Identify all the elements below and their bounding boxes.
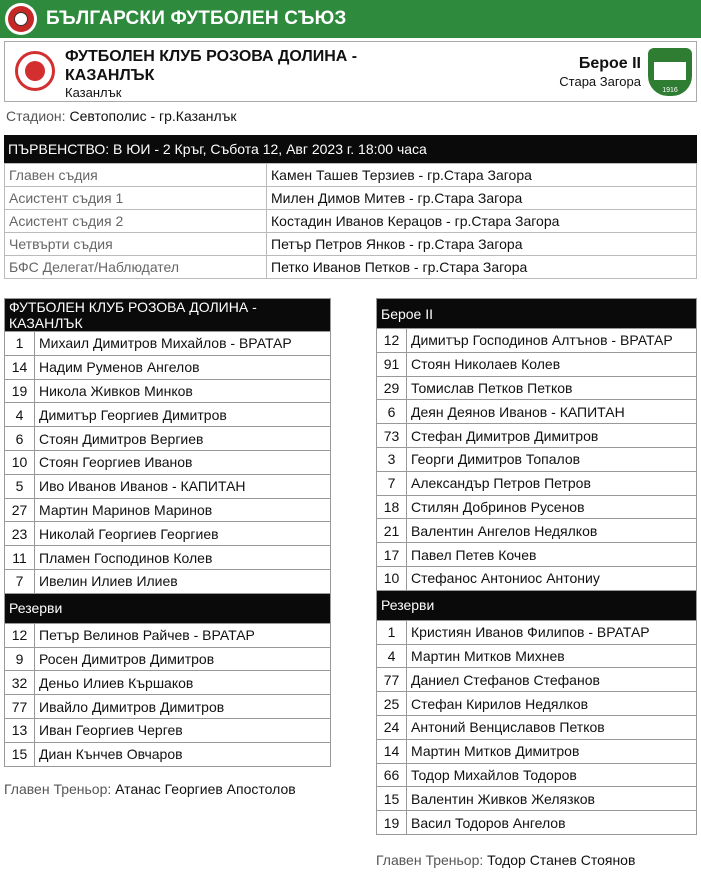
player-name[interactable]: Мартин Маринов Маринов xyxy=(35,498,331,522)
referee-row xyxy=(5,210,697,233)
stadium-value: Севтополис - гр.Казанлък xyxy=(69,108,237,124)
player-name[interactable]: Димитър Господинов Алтънов - ВРАТАР xyxy=(407,329,697,353)
referee-role: Четвърти съдия xyxy=(5,233,267,256)
match-header xyxy=(4,41,697,102)
player-name[interactable]: Тодор Михайлов Тодоров xyxy=(407,763,697,787)
player-number: 19 xyxy=(377,811,407,835)
stadium-info xyxy=(6,108,237,124)
reserve-row xyxy=(377,787,697,811)
player-name[interactable]: Даниел Стефанов Стефанов xyxy=(407,668,697,692)
player-number: 5 xyxy=(5,474,35,498)
player-name[interactable]: Диан Кънчев Овчаров xyxy=(35,742,331,766)
reserve-row xyxy=(377,811,697,835)
player-row xyxy=(377,471,697,495)
player-name[interactable]: Стилян Добринов Русенов xyxy=(407,495,697,519)
player-name[interactable]: Иван Георгиев Чергев xyxy=(35,718,331,742)
player-name[interactable]: Иво Иванов Иванов - КАПИТАН xyxy=(35,474,331,498)
player-name[interactable]: Александър Петров Петров xyxy=(407,471,697,495)
player-number: 19 xyxy=(5,379,35,403)
reserve-row xyxy=(5,742,331,766)
player-number: 7 xyxy=(377,471,407,495)
player-name[interactable]: Ивелин Илиев Илиев xyxy=(35,569,331,593)
player-name[interactable]: Росен Димитров Димитров xyxy=(35,647,331,671)
away-logo-year: 1916 xyxy=(662,87,678,94)
away-coach-name: Тодор Станев Стоянов xyxy=(487,852,636,868)
away-coach-label: Главен Треньор: xyxy=(376,852,484,868)
player-row xyxy=(5,332,331,356)
player-number: 32 xyxy=(5,671,35,695)
player-row xyxy=(377,519,697,543)
federation-title: БЪЛГАРСКИ ФУТБОЛЕН СЪЮЗ xyxy=(46,8,347,29)
player-name[interactable]: Михаил Димитров Михайлов - ВРАТАР xyxy=(35,332,331,356)
player-row xyxy=(5,450,331,474)
referee-name: Петър Петров Янков - гр.Стара Загора xyxy=(267,233,697,256)
home-lineup-table xyxy=(4,298,331,767)
player-row xyxy=(377,424,697,448)
player-row xyxy=(5,355,331,379)
player-number: 91 xyxy=(377,352,407,376)
player-row xyxy=(377,543,697,567)
player-name[interactable]: Стоян Николаев Колев xyxy=(407,352,697,376)
player-number: 12 xyxy=(5,623,35,647)
referee-name: Петко Иванов Петков - гр.Стара Загора xyxy=(267,256,697,279)
player-name[interactable]: Пламен Господинов Колев xyxy=(35,546,331,570)
player-number: 7 xyxy=(5,569,35,593)
home-coach xyxy=(4,781,296,797)
player-number: 25 xyxy=(377,692,407,716)
reserve-row xyxy=(377,692,697,716)
player-number: 6 xyxy=(5,427,35,451)
reserve-row xyxy=(377,739,697,763)
player-number: 15 xyxy=(377,787,407,811)
home-club-logo-icon xyxy=(15,51,55,91)
reserve-row xyxy=(377,668,697,692)
player-row xyxy=(377,329,697,353)
player-name[interactable]: Петър Велинов Райчев - ВРАТАР xyxy=(35,623,331,647)
reserve-row xyxy=(377,763,697,787)
player-name[interactable]: Валентин Ангелов Недялков xyxy=(407,519,697,543)
home-team-title: ФУТБОЛЕН КЛУБ РОЗОВА ДОЛИНА - КАЗАНЛЪК xyxy=(5,299,331,332)
bfs-logo-icon xyxy=(5,3,37,35)
referee-name: Милен Димов Митев - гр.Стара Загора xyxy=(267,187,697,210)
player-name[interactable]: Стефанос Антониос Антониу xyxy=(407,566,697,590)
referee-role: Асистент съдия 1 xyxy=(5,187,267,210)
player-row xyxy=(5,403,331,427)
player-number: 10 xyxy=(377,566,407,590)
player-row xyxy=(377,447,697,471)
player-number: 29 xyxy=(377,376,407,400)
player-row xyxy=(5,427,331,451)
player-name[interactable]: Мартин Митков Михнев xyxy=(407,644,697,668)
referee-name: Камен Ташев Терзиев - гр.Стара Загора xyxy=(267,164,697,187)
player-number: 1 xyxy=(377,620,407,644)
player-row xyxy=(5,546,331,570)
player-row xyxy=(5,379,331,403)
player-number: 11 xyxy=(5,546,35,570)
player-name[interactable]: Мартин Митков Димитров xyxy=(407,739,697,763)
away-team-title: Берое II xyxy=(377,299,697,329)
player-row xyxy=(377,400,697,424)
player-row xyxy=(5,569,331,593)
player-name[interactable]: Надим Руменов Ангелов xyxy=(35,355,331,379)
away-reserves-title: Резерви xyxy=(377,590,697,620)
player-row xyxy=(5,522,331,546)
player-number: 77 xyxy=(377,668,407,692)
reserve-row xyxy=(5,671,331,695)
player-name[interactable]: Павел Петев Кочев xyxy=(407,543,697,567)
away-reserves-header-row xyxy=(377,590,697,620)
referee-role: Главен съдия xyxy=(5,164,267,187)
player-name[interactable]: Васил Тодоров Ангелов xyxy=(407,811,697,835)
player-name[interactable]: Стефан Кирилов Недялков xyxy=(407,692,697,716)
home-coach-name: Атанас Георгиев Апостолов xyxy=(115,781,296,797)
player-name[interactable]: Томислав Петков Петков xyxy=(407,376,697,400)
player-number: 4 xyxy=(377,644,407,668)
player-row xyxy=(5,498,331,522)
home-team-header-row xyxy=(5,299,331,332)
away-team-header-row xyxy=(377,299,697,329)
referee-row xyxy=(5,233,697,256)
player-name[interactable]: Стефан Димитров Димитров xyxy=(407,424,697,448)
referee-role: БФС Делегат/Наблюдател xyxy=(5,256,267,279)
player-row xyxy=(377,495,697,519)
player-number: 4 xyxy=(5,403,35,427)
player-name[interactable]: Димитър Георгиев Димитров xyxy=(35,403,331,427)
away-lineup-table xyxy=(376,298,697,835)
player-name[interactable]: Никола Живков Минков xyxy=(35,379,331,403)
player-number: 66 xyxy=(377,763,407,787)
reserve-row xyxy=(5,623,331,647)
player-name[interactable]: Стоян Димитров Вергиев xyxy=(35,427,331,451)
player-number: 15 xyxy=(5,742,35,766)
away-team-name[interactable]: Берое II xyxy=(578,55,641,72)
player-number: 27 xyxy=(5,498,35,522)
player-number: 14 xyxy=(377,739,407,763)
reserve-row xyxy=(377,620,697,644)
home-reserves-title: Резерви xyxy=(5,593,331,623)
away-coach xyxy=(376,852,635,868)
player-row xyxy=(377,376,697,400)
player-name[interactable]: Кристиян Иванов Филипов - ВРАТАР xyxy=(407,620,697,644)
player-name[interactable]: Деян Деянов Иванов - КАПИТАН xyxy=(407,400,697,424)
player-number: 13 xyxy=(5,718,35,742)
away-team-city: Стара Загора xyxy=(559,74,641,89)
championship-bar: ПЪРВЕНСТВО: В ЮИ - 2 Кръг, Събота 12, Авг 2023 г. 18:00 часа xyxy=(4,135,697,163)
referee-role: Асистент съдия 2 xyxy=(5,210,267,233)
player-number: 21 xyxy=(377,519,407,543)
home-reserves-header-row xyxy=(5,593,331,623)
reserve-row xyxy=(5,695,331,719)
referee-row xyxy=(5,164,697,187)
away-club-logo-icon xyxy=(648,48,692,96)
reserve-row xyxy=(5,718,331,742)
reserve-row xyxy=(377,644,697,668)
player-number: 9 xyxy=(5,647,35,671)
player-name[interactable]: Ивайло Димитров Димитров xyxy=(35,695,331,719)
player-name[interactable]: Валентин Живков Желязков xyxy=(407,787,697,811)
reserve-row xyxy=(377,715,697,739)
player-number: 18 xyxy=(377,495,407,519)
stadium-label: Стадион: xyxy=(6,108,66,124)
player-name[interactable]: Деньо Илиев Кършаков xyxy=(35,671,331,695)
player-number: 73 xyxy=(377,424,407,448)
player-number: 17 xyxy=(377,543,407,567)
referee-name: Костадин Иванов Керацов - гр.Стара Загора xyxy=(267,210,697,233)
player-name[interactable]: Георги Димитров Топалов xyxy=(407,447,697,471)
home-team-city: Казанлък xyxy=(65,85,122,100)
referee-row xyxy=(5,256,697,279)
player-row xyxy=(377,566,697,590)
player-row xyxy=(5,474,331,498)
player-number: 1 xyxy=(5,332,35,356)
referees-table xyxy=(4,163,697,279)
player-number: 3 xyxy=(377,447,407,471)
player-number: 6 xyxy=(377,400,407,424)
player-row xyxy=(377,352,697,376)
player-number: 24 xyxy=(377,715,407,739)
player-number: 12 xyxy=(377,329,407,353)
home-team-name[interactable]: ФУТБОЛЕН КЛУБ РОЗОВА ДОЛИНА - КАЗАНЛЪК xyxy=(65,48,358,84)
player-number: 10 xyxy=(5,450,35,474)
player-name[interactable]: Стоян Георгиев Иванов xyxy=(35,450,331,474)
player-name[interactable]: Антоний Венциславов Петков xyxy=(407,715,697,739)
player-name[interactable]: Николай Георгиев Георгиев xyxy=(35,522,331,546)
federation-header xyxy=(0,0,701,38)
reserve-row xyxy=(5,647,331,671)
player-number: 77 xyxy=(5,695,35,719)
player-number: 23 xyxy=(5,522,35,546)
player-number: 14 xyxy=(5,355,35,379)
referee-row xyxy=(5,187,697,210)
home-coach-label: Главен Треньор: xyxy=(4,781,112,797)
